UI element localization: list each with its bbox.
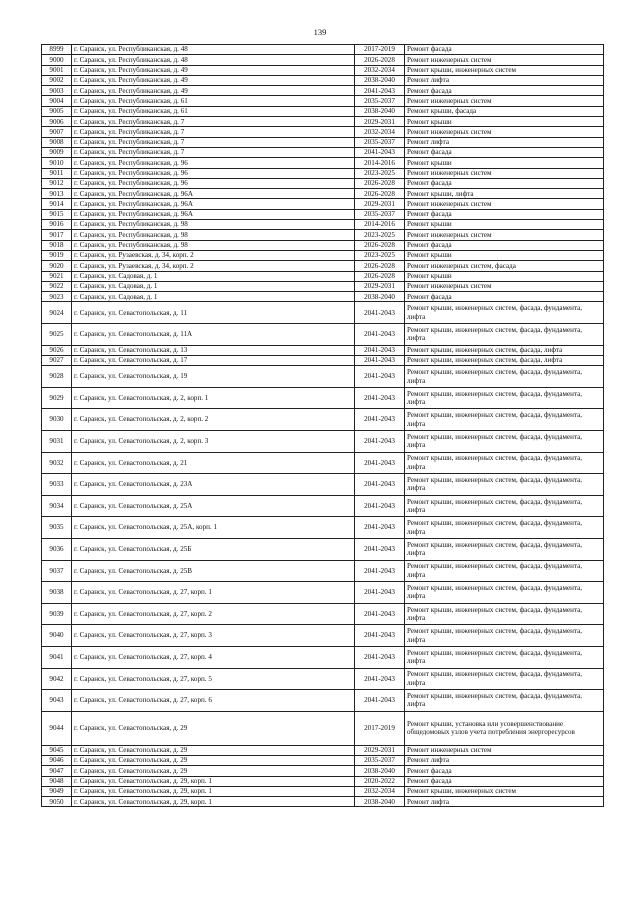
row-number: 9002 xyxy=(42,75,72,85)
period-cell: 2026-2028 xyxy=(355,189,405,199)
work-type-cell: Ремонт крыши, инженерных систем, фасада, фундамента, лифта xyxy=(405,560,604,582)
row-number: 9046 xyxy=(42,756,72,766)
address-cell: г. Саранск, ул. Севастопольская, д. 2, корп. 1 xyxy=(72,387,355,409)
row-number: 9049 xyxy=(42,786,72,796)
period-cell: 2035-2037 xyxy=(355,96,405,106)
address-cell: г. Саранск, ул. Севастопольская, д. 27, корп. 1 xyxy=(72,582,355,604)
table-body xyxy=(42,45,604,807)
row-number: 9039 xyxy=(42,603,72,625)
address-cell: г. Саранск, ул. Севастопольская, д. 25А xyxy=(72,495,355,517)
period-cell: 2041-2043 xyxy=(355,147,405,157)
row-number: 9008 xyxy=(42,137,72,147)
table-row xyxy=(42,106,604,116)
row-number: 9021 xyxy=(42,271,72,281)
period-cell: 2041-2043 xyxy=(355,668,405,690)
row-number: 9020 xyxy=(42,261,72,271)
row-number: 9000 xyxy=(42,55,72,65)
work-type-cell: Ремонт крыши, инженерных систем, фасада, фундамента, лифта xyxy=(405,538,604,560)
row-number: 9038 xyxy=(42,582,72,604)
table-row xyxy=(42,189,604,199)
table-row xyxy=(42,45,604,55)
table-row xyxy=(42,271,604,281)
address-cell: г. Саранск, ул. Республиканская, д. 96А xyxy=(72,199,355,209)
table-row xyxy=(42,292,604,302)
table-row xyxy=(42,86,604,96)
work-type-cell: Ремонт инженерных систем xyxy=(405,168,604,178)
table-row xyxy=(42,366,604,388)
table-row xyxy=(42,745,604,755)
work-type-cell: Ремонт крыши, инженерных систем, фасада, лифта xyxy=(405,345,604,355)
work-type-cell: Ремонт инженерных систем xyxy=(405,281,604,291)
row-number: 9024 xyxy=(42,302,72,324)
table-row xyxy=(42,117,604,127)
row-number: 9036 xyxy=(42,538,72,560)
period-cell: 2023-2025 xyxy=(355,230,405,240)
period-cell: 2038-2040 xyxy=(355,106,405,116)
address-cell: г. Саранск, ул. Республиканская, д. 48 xyxy=(72,45,355,55)
address-cell: г. Саранск, ул. Севастопольская, д. 23А xyxy=(72,474,355,496)
address-cell: г. Саранск, ул. Республиканская, д. 7 xyxy=(72,127,355,137)
work-type-cell: Ремонт крыши xyxy=(405,158,604,168)
row-number: 9019 xyxy=(42,250,72,260)
address-cell: г. Саранск, ул. Республиканская, д. 7 xyxy=(72,147,355,157)
period-cell: 2041-2043 xyxy=(355,430,405,452)
table-row xyxy=(42,430,604,452)
row-number: 9007 xyxy=(42,127,72,137)
row-number: 9037 xyxy=(42,560,72,582)
row-number: 9044 xyxy=(42,711,72,745)
period-cell: 2041-2043 xyxy=(355,355,405,365)
work-type-cell: Ремонт фасада xyxy=(405,240,604,250)
address-cell: г. Саранск, ул. Севастопольская, д. 25Б xyxy=(72,538,355,560)
period-cell: 2038-2040 xyxy=(355,292,405,302)
table-row xyxy=(42,75,604,85)
row-number: 9026 xyxy=(42,345,72,355)
table-row xyxy=(42,250,604,260)
period-cell: 2026-2028 xyxy=(355,178,405,188)
address-cell: г. Саранск, ул. Севастопольская, д. 29 xyxy=(72,711,355,745)
address-cell: г. Саранск, ул. Республиканская, д. 96 xyxy=(72,158,355,168)
period-cell: 2041-2043 xyxy=(355,603,405,625)
period-cell: 2041-2043 xyxy=(355,452,405,474)
work-type-cell: Ремонт крыши, инженерных систем, фасада, фундамента, лифта xyxy=(405,366,604,388)
table-row xyxy=(42,711,604,745)
table-row xyxy=(42,220,604,230)
work-type-cell: Ремонт инженерных систем xyxy=(405,127,604,137)
period-cell: 2035-2037 xyxy=(355,756,405,766)
table-row xyxy=(42,766,604,776)
row-number: 9027 xyxy=(42,355,72,365)
work-type-cell: Ремонт крыши, инженерных систем, фасада, фундамента, лифта xyxy=(405,324,604,346)
work-type-cell: Ремонт крыши, инженерных систем, фасада, фундамента, лифта xyxy=(405,302,604,324)
table-row xyxy=(42,409,604,431)
row-number: 9034 xyxy=(42,495,72,517)
period-cell: 2035-2037 xyxy=(355,209,405,219)
row-number: 9033 xyxy=(42,474,72,496)
work-type-cell: Ремонт инженерных систем xyxy=(405,96,604,106)
row-number: 9017 xyxy=(42,230,72,240)
row-number: 9031 xyxy=(42,430,72,452)
period-cell: 2038-2040 xyxy=(355,75,405,85)
period-cell: 2041-2043 xyxy=(355,345,405,355)
row-number: 9048 xyxy=(42,776,72,786)
row-number: 9006 xyxy=(42,117,72,127)
work-type-cell: Ремонт крыши, инженерных систем, фасада, фундамента, лифта xyxy=(405,495,604,517)
table-row xyxy=(42,452,604,474)
work-type-cell: Ремонт лифта xyxy=(405,137,604,147)
period-cell: 2023-2025 xyxy=(355,250,405,260)
address-cell: г. Саранск, ул. Республиканская, д. 7 xyxy=(72,117,355,127)
table-row xyxy=(42,646,604,668)
work-type-cell: Ремонт крыши, установка или усовершенствование общедомовых узлов учета потребления энергоресурсов xyxy=(405,711,604,745)
page-number: 139 xyxy=(313,27,327,37)
table-row xyxy=(42,776,604,786)
table-row xyxy=(42,324,604,346)
address-cell: г. Саранск, ул. Республиканская, д. 98 xyxy=(72,240,355,250)
address-cell: г. Саранск, ул. Садовая, д. 1 xyxy=(72,281,355,291)
period-cell: 2041-2043 xyxy=(355,560,405,582)
table-row xyxy=(42,137,604,147)
address-cell: г. Саранск, ул. Республиканская, д. 96 xyxy=(72,178,355,188)
address-cell: г. Саранск, ул. Севастопольская, д. 27, корп. 3 xyxy=(72,625,355,647)
period-cell: 2041-2043 xyxy=(355,324,405,346)
table-row xyxy=(42,603,604,625)
row-number: 9005 xyxy=(42,106,72,116)
work-type-cell: Ремонт фасада xyxy=(405,147,604,157)
table-row xyxy=(42,158,604,168)
address-cell: г. Саранск, ул. Севастопольская, д. 29, корп. 1 xyxy=(72,776,355,786)
row-number: 9050 xyxy=(42,797,72,807)
row-number: 9040 xyxy=(42,625,72,647)
row-number: 9022 xyxy=(42,281,72,291)
table-row xyxy=(42,495,604,517)
period-cell: 2023-2025 xyxy=(355,168,405,178)
work-type-cell: Ремонт крыши xyxy=(405,250,604,260)
work-type-cell: Ремонт крыши xyxy=(405,271,604,281)
address-cell: г. Саранск, ул. Севастопольская, д. 17 xyxy=(72,355,355,365)
work-type-cell: Ремонт крыши xyxy=(405,117,604,127)
work-type-cell: Ремонт фасада xyxy=(405,86,604,96)
row-number: 9045 xyxy=(42,745,72,755)
row-number: 9030 xyxy=(42,409,72,431)
work-type-cell: Ремонт крыши, инженерных систем xyxy=(405,65,604,75)
work-type-cell: Ремонт крыши, инженерных систем, фасада, фундамента, лифта xyxy=(405,625,604,647)
table-row xyxy=(42,345,604,355)
period-cell: 2017-2019 xyxy=(355,711,405,745)
period-cell: 2041-2043 xyxy=(355,387,405,409)
work-type-cell: Ремонт лифта xyxy=(405,797,604,807)
address-cell: г. Саранск, ул. Севастопольская, д. 29 xyxy=(72,745,355,755)
work-type-cell: Ремонт крыши, инженерных систем, фасада, фундамента, лифта xyxy=(405,452,604,474)
address-cell: г. Саранск, ул. Республиканская, д. 61 xyxy=(72,96,355,106)
period-cell: 2041-2043 xyxy=(355,366,405,388)
table-row xyxy=(42,582,604,604)
address-cell: г. Саранск, ул. Рузаевская, д. 34, корп. 2 xyxy=(72,261,355,271)
period-cell: 2032-2034 xyxy=(355,786,405,796)
work-type-cell: Ремонт фасада xyxy=(405,776,604,786)
address-cell: г. Саранск, ул. Севастопольская, д. 13 xyxy=(72,345,355,355)
work-type-cell: Ремонт инженерных систем xyxy=(405,230,604,240)
work-type-cell: Ремонт инженерных систем, фасада xyxy=(405,261,604,271)
table-row xyxy=(42,55,604,65)
table-row xyxy=(42,302,604,324)
work-type-cell: Ремонт крыши, инженерных систем, фасада, фундамента, лифта xyxy=(405,668,604,690)
work-type-cell: Ремонт крыши, лифта xyxy=(405,189,604,199)
period-cell: 2026-2028 xyxy=(355,55,405,65)
address-cell: г. Саранск, ул. Севастопольская, д. 27, корп. 5 xyxy=(72,668,355,690)
work-type-cell: Ремонт крыши, инженерных систем, фасада, фундамента, лифта xyxy=(405,387,604,409)
table-row xyxy=(42,230,604,240)
address-cell: г. Саранск, ул. Республиканская, д. 98 xyxy=(72,220,355,230)
table-row xyxy=(42,625,604,647)
address-cell: г. Саранск, ул. Севастопольская, д. 29, корп. 1 xyxy=(72,786,355,796)
work-type-cell: Ремонт инженерных систем xyxy=(405,55,604,65)
work-type-cell: Ремонт лифта xyxy=(405,756,604,766)
row-number: 9042 xyxy=(42,668,72,690)
row-number: 9047 xyxy=(42,766,72,776)
table-row xyxy=(42,147,604,157)
address-cell: г. Саранск, ул. Севастопольская, д. 29, корп. 1 xyxy=(72,797,355,807)
row-number: 9043 xyxy=(42,690,72,712)
work-type-cell: Ремонт крыши, инженерных систем, фасада, фундамента, лифта xyxy=(405,517,604,539)
table-row xyxy=(42,355,604,365)
address-cell: г. Саранск, ул. Севастопольская, д. 11 xyxy=(72,302,355,324)
period-cell: 2029-2031 xyxy=(355,281,405,291)
address-cell: г. Саранск, ул. Севастопольская, д. 21 xyxy=(72,452,355,474)
address-cell: г. Саранск, ул. Севастопольская, д. 2, корп. 3 xyxy=(72,430,355,452)
address-cell: г. Саранск, ул. Республиканская, д. 96 xyxy=(72,168,355,178)
table-row xyxy=(42,261,604,271)
address-cell: г. Саранск, ул. Республиканская, д. 96А xyxy=(72,189,355,199)
period-cell: 2038-2040 xyxy=(355,797,405,807)
table-row xyxy=(42,65,604,75)
period-cell: 2041-2043 xyxy=(355,409,405,431)
period-cell: 2041-2043 xyxy=(355,86,405,96)
work-type-cell: Ремонт инженерных систем xyxy=(405,745,604,755)
row-number: 9041 xyxy=(42,646,72,668)
row-number: 9023 xyxy=(42,292,72,302)
address-cell: г. Саранск, ул. Республиканская, д. 48 xyxy=(72,55,355,65)
period-cell: 2014-2016 xyxy=(355,220,405,230)
table-row xyxy=(42,387,604,409)
table-row xyxy=(42,538,604,560)
work-type-cell: Ремонт лифта xyxy=(405,75,604,85)
period-cell: 2017-2019 xyxy=(355,45,405,55)
table-row xyxy=(42,517,604,539)
row-number: 9029 xyxy=(42,387,72,409)
period-cell: 2014-2016 xyxy=(355,158,405,168)
period-cell: 2020-2022 xyxy=(355,776,405,786)
row-number: 9013 xyxy=(42,189,72,199)
address-cell: г. Саранск, ул. Севастопольская, д. 27, корп. 6 xyxy=(72,690,355,712)
table-row xyxy=(42,797,604,807)
work-type-cell: Ремонт фасада xyxy=(405,45,604,55)
address-cell: г. Саранск, ул. Севастопольская, д. 29 xyxy=(72,756,355,766)
address-cell: г. Саранск, ул. Садовая, д. 1 xyxy=(72,292,355,302)
work-type-cell: Ремонт крыши, инженерных систем, фасада, фундамента, лифта xyxy=(405,582,604,604)
address-cell: г. Саранск, ул. Севастопольская, д. 25В xyxy=(72,560,355,582)
period-cell: 2032-2034 xyxy=(355,127,405,137)
table-row xyxy=(42,168,604,178)
address-cell: г. Саранск, ул. Республиканская, д. 96А xyxy=(72,209,355,219)
period-cell: 2041-2043 xyxy=(355,495,405,517)
address-cell: г. Саранск, ул. Республиканская, д. 98 xyxy=(72,230,355,240)
row-number: 9004 xyxy=(42,96,72,106)
row-number: 9003 xyxy=(42,86,72,96)
table-row xyxy=(42,786,604,796)
address-cell: г. Саранск, ул. Республиканская, д. 61 xyxy=(72,106,355,116)
address-cell: г. Саранск, ул. Севастопольская, д. 27, корп. 2 xyxy=(72,603,355,625)
period-cell: 2029-2031 xyxy=(355,199,405,209)
period-cell: 2035-2037 xyxy=(355,137,405,147)
repair-schedule-table xyxy=(41,44,604,807)
address-cell: г. Саранск, ул. Республиканская, д. 49 xyxy=(72,75,355,85)
table-row xyxy=(42,668,604,690)
table-row xyxy=(42,209,604,219)
period-cell: 2026-2028 xyxy=(355,271,405,281)
row-number: 9025 xyxy=(42,324,72,346)
table-row xyxy=(42,756,604,766)
row-number: 9001 xyxy=(42,65,72,75)
address-cell: г. Саранск, ул. Севастопольская, д. 19 xyxy=(72,366,355,388)
table-row xyxy=(42,96,604,106)
table-row xyxy=(42,281,604,291)
table-row xyxy=(42,690,604,712)
table-row xyxy=(42,240,604,250)
table-row xyxy=(42,127,604,137)
row-number: 9028 xyxy=(42,366,72,388)
address-cell: г. Саранск, ул. Садовая, д. 1 xyxy=(72,271,355,281)
row-number: 9014 xyxy=(42,199,72,209)
row-number: 9012 xyxy=(42,178,72,188)
work-type-cell: Ремонт крыши, инженерных систем, фасада, фундамента, лифта xyxy=(405,474,604,496)
table-row xyxy=(42,474,604,496)
work-type-cell: Ремонт фасада xyxy=(405,209,604,219)
table-row xyxy=(42,178,604,188)
row-number: 8999 xyxy=(42,45,72,55)
period-cell: 2041-2043 xyxy=(355,582,405,604)
period-cell: 2041-2043 xyxy=(355,302,405,324)
row-number: 9035 xyxy=(42,517,72,539)
address-cell: г. Саранск, ул. Севастопольская, д. 11А xyxy=(72,324,355,346)
row-number: 9018 xyxy=(42,240,72,250)
period-cell: 2029-2031 xyxy=(355,117,405,127)
work-type-cell: Ремонт фасада xyxy=(405,766,604,776)
period-cell: 2032-2034 xyxy=(355,65,405,75)
work-type-cell: Ремонт крыши, инженерных систем, фасада, лифта xyxy=(405,355,604,365)
address-cell: г. Саранск, ул. Рузаевская, д. 34, корп. 2 xyxy=(72,250,355,260)
work-type-cell: Ремонт крыши, инженерных систем, фасада, фундамента, лифта xyxy=(405,430,604,452)
period-cell: 2026-2028 xyxy=(355,261,405,271)
period-cell: 2041-2043 xyxy=(355,517,405,539)
work-type-cell: Ремонт крыши, инженерных систем, фасада, фундамента, лифта xyxy=(405,690,604,712)
period-cell: 2038-2040 xyxy=(355,766,405,776)
address-cell: г. Саранск, ул. Севастопольская, д. 2, корп. 2 xyxy=(72,409,355,431)
row-number: 9016 xyxy=(42,220,72,230)
period-cell: 2041-2043 xyxy=(355,625,405,647)
period-cell: 2029-2031 xyxy=(355,745,405,755)
period-cell: 2041-2043 xyxy=(355,474,405,496)
address-cell: г. Саранск, ул. Республиканская, д. 49 xyxy=(72,86,355,96)
address-cell: г. Саранск, ул. Севастопольская, д. 27, корп. 4 xyxy=(72,646,355,668)
address-cell: г. Саранск, ул. Республиканская, д. 49 xyxy=(72,65,355,75)
work-type-cell: Ремонт крыши xyxy=(405,220,604,230)
address-cell: г. Саранск, ул. Республиканская, д. 7 xyxy=(72,137,355,147)
work-type-cell: Ремонт фасада xyxy=(405,178,604,188)
period-cell: 2041-2043 xyxy=(355,690,405,712)
row-number: 9015 xyxy=(42,209,72,219)
row-number: 9010 xyxy=(42,158,72,168)
row-number: 9011 xyxy=(42,168,72,178)
work-type-cell: Ремонт крыши, инженерных систем xyxy=(405,786,604,796)
address-cell: г. Саранск, ул. Севастопольская, д. 25А, корп. 1 xyxy=(72,517,355,539)
work-type-cell: Ремонт крыши, инженерных систем, фасада, фундамента, лифта xyxy=(405,603,604,625)
work-type-cell: Ремонт инженерных систем xyxy=(405,199,604,209)
row-number: 9009 xyxy=(42,147,72,157)
period-cell: 2041-2043 xyxy=(355,538,405,560)
work-type-cell: Ремонт фасада xyxy=(405,292,604,302)
table-row xyxy=(42,199,604,209)
work-type-cell: Ремонт крыши, инженерных систем, фасада, фундамента, лифта xyxy=(405,646,604,668)
period-cell: 2026-2028 xyxy=(355,240,405,250)
row-number: 9032 xyxy=(42,452,72,474)
work-type-cell: Ремонт крыши, инженерных систем, фасада, фундамента, лифта xyxy=(405,409,604,431)
work-type-cell: Ремонт крыши, фасада xyxy=(405,106,604,116)
period-cell: 2041-2043 xyxy=(355,646,405,668)
address-cell: г. Саранск, ул. Севастопольская, д. 29 xyxy=(72,766,355,776)
table-row xyxy=(42,560,604,582)
